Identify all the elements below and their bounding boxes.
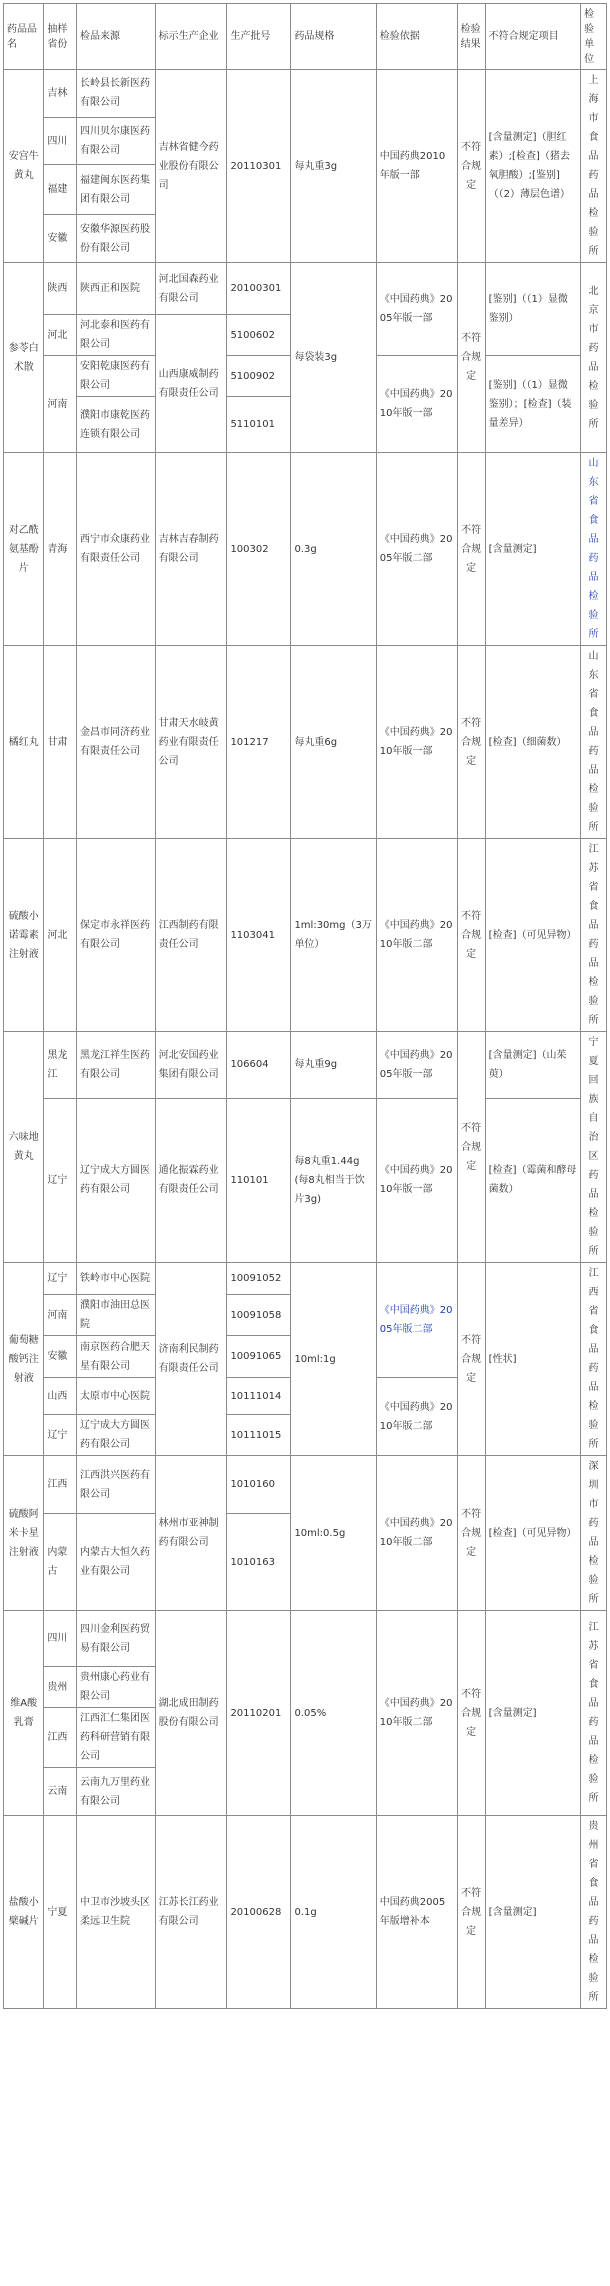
header-maker: 标示生产企业 [155, 4, 227, 70]
failed-items: [含量测定] [485, 1816, 580, 2009]
sample-source: 安徽华源医药股份有限公司 [76, 215, 155, 263]
drug-name: 安宫牛黄丸 [4, 70, 44, 263]
manufacturer: 江苏长江药业有限公司 [155, 1816, 227, 2009]
manufacturer: 山西康威制药有限责任公司 [155, 315, 227, 453]
sample-source: 陕西正和医院 [76, 263, 155, 315]
sample-source: 铁岭市中心医院 [76, 1263, 155, 1295]
batch-number: 110101 [227, 1098, 291, 1262]
table-row [4, 1098, 607, 1262]
manufacturer: 通化振霖药业有限责任公司 [155, 1098, 227, 1262]
inspection-result: 不符合规定 [457, 1456, 485, 1611]
batch-number: 1103041 [227, 839, 291, 1032]
drug-name: 硫酸小诺霉素注射液 [4, 839, 44, 1032]
table-row [4, 1263, 607, 1295]
inspection-unit: 深圳市药品检验所 [581, 1456, 607, 1611]
drug-name: 硫酸阿米卡星注射液 [4, 1456, 44, 1611]
failed-items: [含量测定] [485, 453, 580, 646]
inspection-basis: 《中国药典》2010年版二部 [376, 1378, 457, 1456]
header-items: 不符合规定项目 [485, 4, 580, 70]
sample-source: 濮阳市康乾医药连锁有限公司 [76, 397, 155, 453]
table-row [4, 453, 607, 646]
inspection-unit: 贵州省食品药品检验所 [581, 1816, 607, 2009]
batch-number: 20110201 [227, 1611, 291, 1816]
inspection-result: 不符合规定 [457, 646, 485, 839]
manufacturer: 湖北成田制药股份有限公司 [155, 1611, 227, 1816]
batch-number: 10111015 [227, 1415, 291, 1456]
inspection-unit: 江苏省食品药品检验所 [581, 1611, 607, 1816]
batch-number: 10091065 [227, 1336, 291, 1378]
inspection-result: 不符合规定 [457, 70, 485, 263]
sample-source: 中卫市沙坡头区柔远卫生院 [76, 1816, 155, 2009]
failed-items: [检查]（霉菌和酵母菌数） [485, 1098, 580, 1262]
drug-name: 橘红丸 [4, 646, 44, 839]
sample-source: 南京医药合肥天星有限公司 [76, 1336, 155, 1378]
failed-items: [含量测定] [485, 1611, 580, 1816]
batch-number: 106604 [227, 1032, 291, 1099]
sample-source: 江西洪兴医药有限公司 [76, 1456, 155, 1514]
manufacturer: 林州市亚神制药有限公司 [155, 1456, 227, 1611]
drug-spec: 10ml:1g [291, 1263, 376, 1456]
sample-source: 内蒙古大恒久药业有限公司 [76, 1514, 155, 1611]
inspection-unit: 山东省食品药品检验所 [581, 646, 607, 839]
table-row [4, 70, 607, 118]
inspection-unit: 上海市食品药品检验所 [581, 70, 607, 263]
table-row [4, 1032, 607, 1099]
inspection-basis: 中国药典2005年版增补本 [376, 1816, 457, 2009]
table-row [4, 839, 607, 1032]
sample-source: 四川金利医药贸易有限公司 [76, 1611, 155, 1667]
batch-number: 10091052 [227, 1263, 291, 1295]
table-row [4, 1611, 607, 1667]
batch-number: 10111014 [227, 1378, 291, 1415]
sample-province: 青海 [44, 453, 77, 646]
failed-items: [鉴别]（（1）显微鉴别） [485, 263, 580, 356]
sample-source: 太原市中心医院 [76, 1378, 155, 1415]
inspection-result: 不符合规定 [457, 1263, 485, 1456]
sample-province: 黑龙江 [44, 1032, 77, 1099]
inspection-result: 不符合规定 [457, 1032, 485, 1263]
inspection-unit: 宁夏回族自治区药品检验所 [581, 1032, 607, 1263]
header-result: 检验结果 [457, 4, 485, 70]
sample-province: 陕西 [44, 263, 77, 315]
drug-spec: 每8丸重1.44g(每8丸相当于饮片3g) [291, 1098, 376, 1262]
table-row [4, 646, 607, 839]
sample-province: 云南 [44, 1768, 77, 1816]
header-row [4, 4, 607, 70]
inspection-result: 不符合规定 [457, 263, 485, 453]
header-unit: 检验单位 [581, 4, 607, 70]
manufacturer: 济南利民制药有限责任公司 [155, 1263, 227, 1456]
inspection-result: 不符合规定 [457, 453, 485, 646]
failed-items: [性状] [485, 1263, 580, 1456]
sample-source: 安阳乾康医药有限公司 [76, 356, 155, 397]
inspection-basis: 中国药典2010年版一部 [376, 70, 457, 263]
drug-name: 盐酸小檗碱片 [4, 1816, 44, 2009]
sample-province: 吉林 [44, 70, 77, 118]
batch-number: 5110101 [227, 397, 291, 453]
manufacturer: 河北国森药业有限公司 [155, 263, 227, 315]
drug-spec: 每丸重6g [291, 646, 376, 839]
sample-source: 四川贝尔康医药有限公司 [76, 117, 155, 165]
sample-province: 江西 [44, 1456, 77, 1514]
sample-source: 长岭县长新医药有限公司 [76, 70, 155, 118]
sample-source: 濮阳市油田总医院 [76, 1295, 155, 1336]
sample-source: 云南九万里药业有限公司 [76, 1768, 155, 1816]
header-province: 抽样省份 [44, 4, 77, 70]
sample-province: 四川 [44, 1611, 77, 1667]
failed-items: [含量测定]（胆红素）;[检查]（猪去氧胆酸）;[鉴别]（（2）薄层色谱） [485, 70, 580, 263]
sample-province: 四川 [44, 117, 77, 165]
drug-spec: 10ml:0.5g [291, 1456, 376, 1611]
sample-source: 江西汇仁集团医药科研营销有限公司 [76, 1708, 155, 1768]
sample-source: 西宁市众康药业有限责任公司 [76, 453, 155, 646]
sample-province: 甘肃 [44, 646, 77, 839]
header-source: 检品来源 [76, 4, 155, 70]
sample-province: 宁夏 [44, 1816, 77, 2009]
inspection-basis: 《中国药典》2005年版一部 [376, 263, 457, 356]
sample-province: 内蒙古 [44, 1514, 77, 1611]
sample-source: 辽宁成大方圆医药有限公司 [76, 1415, 155, 1456]
failed-items: [鉴别]（（1）显微鉴别）；[检查]（装量差异） [485, 356, 580, 453]
inspection-result: 不符合规定 [457, 1816, 485, 2009]
sample-source: 辽宁成大方圆医药有限公司 [76, 1098, 155, 1262]
inspection-basis: 《中国药典》2010年版一部 [376, 1098, 457, 1262]
inspection-basis: 《中国药典》2010年版一部 [376, 356, 457, 453]
drug-spec: 0.1g [291, 1816, 376, 2009]
sample-province: 河南 [44, 1295, 77, 1336]
failed-items: [检查]（可见异物） [485, 839, 580, 1032]
batch-number: 20100628 [227, 1816, 291, 2009]
batch-number: 20100301 [227, 263, 291, 315]
inspection-basis: 《中国药典》2005年版二部 [376, 453, 457, 646]
inspection-result: 不符合规定 [457, 1611, 485, 1816]
inspection-unit-link[interactable]: 山东省食品药品检验所 [581, 453, 607, 646]
inspection-basis-link[interactable]: 《中国药典》2005年版二部 [376, 1263, 457, 1378]
manufacturer: 江西制药有限责任公司 [155, 839, 227, 1032]
drug-spec: 0.3g [291, 453, 376, 646]
sample-province: 贵州 [44, 1667, 77, 1708]
sample-source: 福建闽东医药集团有限公司 [76, 165, 155, 215]
sample-province: 辽宁 [44, 1415, 77, 1456]
batch-number: 100302 [227, 453, 291, 646]
sample-province: 河南 [44, 356, 77, 453]
failed-items: [检查]（可见异物） [485, 1456, 580, 1611]
drug-spec: 0.05% [291, 1611, 376, 1816]
drug-name: 参苓白术散 [4, 263, 44, 453]
manufacturer: 甘肃天水岐黄药业有限责任公司 [155, 646, 227, 839]
drug-spec: 1ml:30mg（3万单位） [291, 839, 376, 1032]
drug-spec: 每丸重9g [291, 1032, 376, 1099]
header-batch: 生产批号 [227, 4, 291, 70]
manufacturer: 河北安国药业集团有限公司 [155, 1032, 227, 1099]
inspection-result: 不符合规定 [457, 839, 485, 1032]
inspection-basis: 《中国药典》2010年版二部 [376, 1611, 457, 1816]
batch-number: 1010163 [227, 1514, 291, 1611]
inspection-unit: 江西省食品药品检验所 [581, 1263, 607, 1456]
sample-source: 保定市永祥医药有限公司 [76, 839, 155, 1032]
manufacturer: 吉林省健今药业股份有限公司 [155, 70, 227, 263]
manufacturer: 吉林吉春制药有限公司 [155, 453, 227, 646]
sample-province: 福建 [44, 165, 77, 215]
inspection-unit: 北京市药品检验所 [581, 263, 607, 453]
sample-province: 河北 [44, 839, 77, 1032]
inspection-unit: 江苏省食品药品检验所 [581, 839, 607, 1032]
sample-province: 安徽 [44, 1336, 77, 1378]
header-spec: 药品规格 [291, 4, 376, 70]
sample-source: 黑龙江祥生医药有限公司 [76, 1032, 155, 1099]
sample-province: 河北 [44, 315, 77, 356]
sample-province: 辽宁 [44, 1098, 77, 1262]
sample-source: 贵州康心药业有限公司 [76, 1667, 155, 1708]
inspection-basis: 《中国药典》2010年版二部 [376, 839, 457, 1032]
sample-province: 辽宁 [44, 1263, 77, 1295]
drug-spec: 每袋装3g [291, 263, 376, 453]
inspection-basis: 《中国药典》2005年版一部 [376, 1032, 457, 1099]
table-row [4, 1816, 607, 2009]
failed-items: [含量测定]（山茱萸） [485, 1032, 580, 1099]
drug-name: 六味地黄丸 [4, 1032, 44, 1263]
header-name: 药品品名 [4, 4, 44, 70]
batch-number: 101217 [227, 646, 291, 839]
batch-number: 10091058 [227, 1295, 291, 1336]
inspection-basis: 《中国药典》2010年版一部 [376, 646, 457, 839]
batch-number: 1010160 [227, 1456, 291, 1514]
batch-number: 20110301 [227, 70, 291, 263]
batch-number: 5100602 [227, 315, 291, 356]
table-row [4, 263, 607, 315]
sample-source: 金昌市同济药业有限责任公司 [76, 646, 155, 839]
header-basis: 检验依据 [376, 4, 457, 70]
drug-spec: 每丸重3g [291, 70, 376, 263]
sample-source: 河北泰和医药有限公司 [76, 315, 155, 356]
sample-province: 安徽 [44, 215, 77, 263]
drug-inspection-table [3, 3, 607, 2009]
drug-name: 葡萄糖酸钙注射液 [4, 1263, 44, 1456]
sample-province: 山西 [44, 1378, 77, 1415]
batch-number: 5100902 [227, 356, 291, 397]
sample-province: 江西 [44, 1708, 77, 1768]
failed-items: [检查]（细菌数） [485, 646, 580, 839]
inspection-basis: 《中国药典》2010年版二部 [376, 1456, 457, 1611]
drug-name: 维A酸乳膏 [4, 1611, 44, 1816]
table-row [4, 1456, 607, 1514]
drug-name: 对乙酰氨基酚片 [4, 453, 44, 646]
